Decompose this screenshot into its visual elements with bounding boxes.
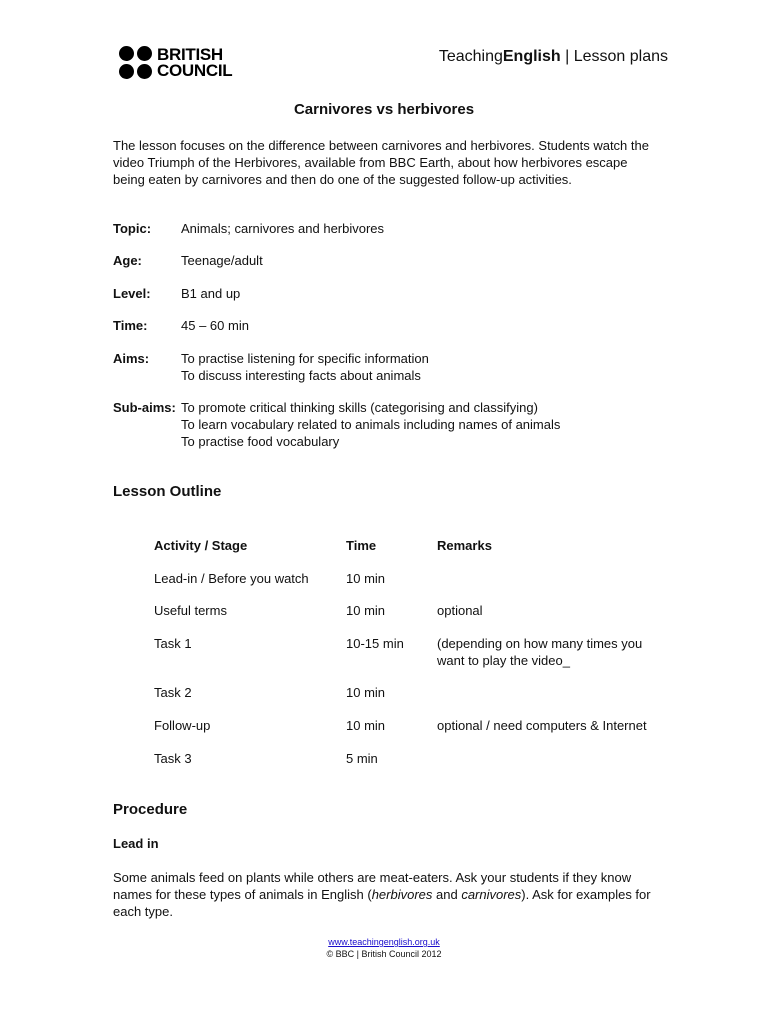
row-remarks: optional / need computers & Internet xyxy=(437,718,647,733)
page-footer xyxy=(0,936,768,960)
site-brand xyxy=(439,48,668,66)
subaims-value-3: To practise food vocabulary xyxy=(181,434,340,449)
row-time: 10 min xyxy=(346,571,386,586)
topic-label: Topic: xyxy=(113,221,152,236)
row-remarks: (depending on how many times you xyxy=(437,636,643,651)
footer-website-link[interactable]: www.teachingenglish.org.uk xyxy=(328,937,440,947)
age-value: Teenage/adult xyxy=(181,253,263,268)
column-header-activity: Activity / Stage xyxy=(154,538,248,553)
level-value: B1 and up xyxy=(181,286,241,301)
row-time: 10 min xyxy=(346,603,386,618)
column-header-time: Time xyxy=(346,538,377,553)
brand-prefix: Teaching xyxy=(438,48,503,65)
subaims-value-1: To promote critical thinking skills (categorising and classifying) xyxy=(181,400,538,415)
logo-dots-icon xyxy=(119,46,152,79)
british-council-logo xyxy=(119,46,232,79)
row-activity: Task 2 xyxy=(154,685,192,700)
row-activity: Task 3 xyxy=(154,751,192,766)
row-time: 10 min xyxy=(346,685,386,700)
row-time: 5 min xyxy=(346,751,378,766)
row-time: 10-15 min xyxy=(346,636,404,651)
topic-value: Animals; carnivores and herbivores xyxy=(181,221,385,236)
age-label: Age: xyxy=(113,253,142,268)
aims-value-1: To practise listening for specific information xyxy=(181,351,429,366)
row-activity: Task 1 xyxy=(154,636,192,651)
procedure-heading: Procedure xyxy=(113,801,188,818)
time-label: Time: xyxy=(113,318,148,333)
brand-suffix: | Lesson plans xyxy=(560,48,668,65)
aims-value-2: To discuss interesting facts about animals xyxy=(181,368,421,383)
column-header-remarks: Remarks xyxy=(437,538,492,553)
brand-bold: English xyxy=(502,48,561,65)
lead-in-heading: Lead in xyxy=(113,836,159,851)
row-activity: Follow-up xyxy=(154,718,211,733)
row-remarks-line2: want to play the video_ xyxy=(437,653,570,668)
row-activity: Useful terms xyxy=(154,603,227,618)
lead-in-paragraph: Some animals feed on plants while others are meat-eaters. Ask your students if they know names for these types of animals in English (herbivores and carnivores). Ask for examples for each type. xyxy=(113,870,651,919)
time-value: 45 – 60 min xyxy=(181,318,249,333)
footer-copyright: © BBC | British Council 2012 xyxy=(326,949,442,959)
aims-label: Aims: xyxy=(113,351,150,366)
lesson-outline-heading: Lesson Outline xyxy=(113,483,222,500)
subaims-value-2: To learn vocabulary related to animals including names of animals xyxy=(181,417,561,432)
logo-wordmark: BRITISH COUNCIL xyxy=(157,44,233,80)
level-label: Level: xyxy=(113,286,151,301)
document-title: Carnivores vs herbivores xyxy=(293,101,475,118)
subaims-label: Sub-aims: xyxy=(113,400,176,415)
row-remarks: optional xyxy=(437,603,483,618)
intro-paragraph: The lesson focuses on the difference between carnivores and herbivores. Students watch the video Triumph of the Herbivores, available from BBC Earth, about how herbivores escape being eaten by carnivores and then do one of the suggested follow-up activities. xyxy=(113,138,649,187)
row-activity: Lead-in / Before you watch xyxy=(154,571,309,586)
row-time: 10 min xyxy=(346,718,386,733)
